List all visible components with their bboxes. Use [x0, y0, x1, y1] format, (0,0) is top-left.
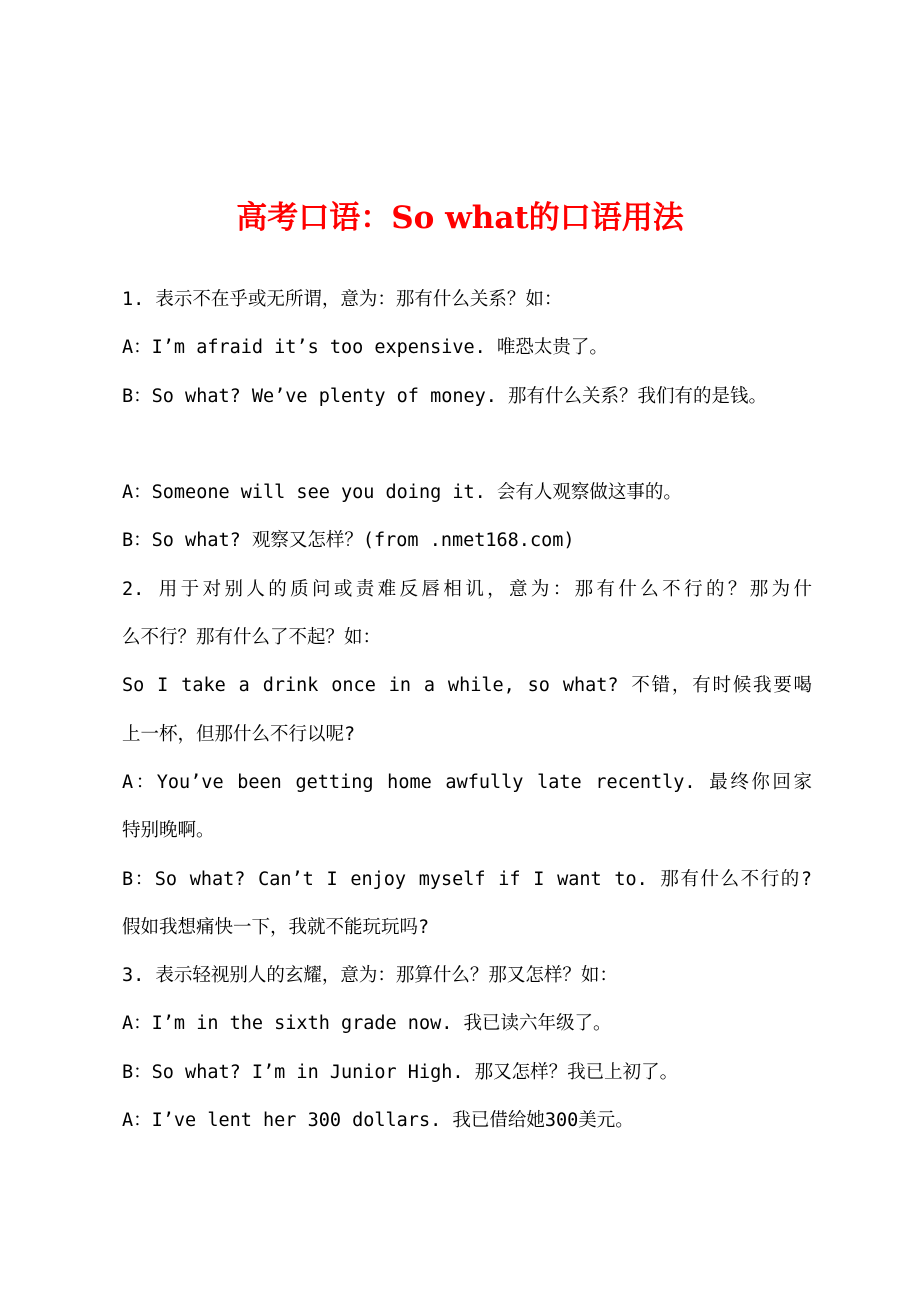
text-line-17: B：So what? I’m in Junior High. 那又怎样？我已上初了。: [122, 1061, 679, 1083]
blank-line: [122, 421, 812, 469]
text-line-13: B：So what? Can’t I enjoy myself if I want to. 那有什么不行的?: [122, 868, 812, 890]
text-line-15: 3. 表示轻视别人的玄耀，意为：那算什么？那又怎样？如：: [122, 965, 618, 987]
text-line-10: 上一杯，但那什么不行以呢?: [122, 723, 356, 745]
text-line-18: A：I’ve lent her 300 dollars. 我已借给她300美元。: [122, 1110, 634, 1132]
text-line-3: B：So what? We’ve plenty of money. 那有什么关系？我们有的是钱。: [122, 385, 768, 407]
text-line-11: A：You’ve been getting home awfully late recently. 最终你回家: [122, 771, 812, 793]
text-line-6: B：So what? 观察又怎样？(from .nmet168.com): [122, 530, 575, 552]
document-body: [122, 276, 812, 1145]
document-title: 高考口语：So what的口语用法: [236, 200, 684, 236]
text-line-8: 么不行？那有什么了不起？如：: [122, 627, 382, 649]
text-line-5: A：Someone will see you doing it. 会有人观察做这事的。: [122, 482, 682, 504]
text-line-7: 2. 用于对别人的质问或责难反唇相讥，意为：那有什么不行的？那为什: [122, 578, 812, 600]
text-line-9: So I take a drink once in a while, so what? 不错，有时候我要喝: [122, 675, 812, 697]
text-line-2: A：I’m afraid it’s too expensive. 唯恐太贵了。: [122, 337, 608, 359]
text-line-16: A：I’m in the sixth grade now. 我已读六年级了。: [122, 1013, 612, 1035]
text-line-12: 特别晚啊。: [122, 820, 215, 842]
text-line-14: 假如我想痛快一下，我就不能玩玩吗?: [122, 916, 430, 938]
text-line-1: 1. 表示不在乎或无所谓，意为：那有什么关系？如：: [122, 289, 563, 310]
